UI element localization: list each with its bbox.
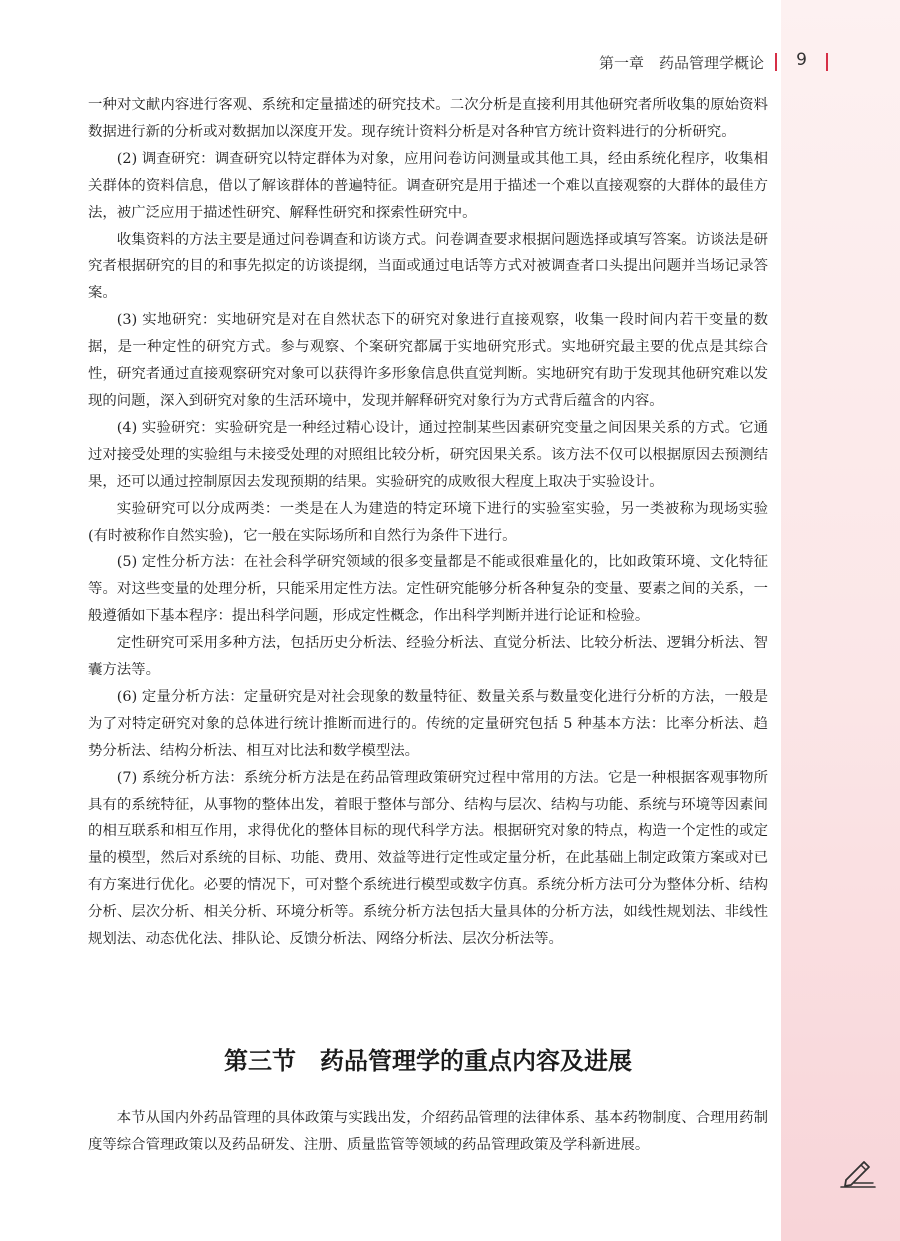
page-header bbox=[0, 50, 900, 76]
section-heading: 第三节 药品管理学的重点内容及进展 bbox=[224, 1047, 632, 1075]
body-paragraph: (2) 调查研究：调查研究以特定群体为对象，应用问卷访问测量或其他工具，经由系统化程序，收集相关群体的资料信息，借以了解该群体的普遍特征。调查研究是用于描述一个难以直接观察的大群体的最佳方法，被广泛应用于描述性研究、解释性研究和探索性研究中。 bbox=[88, 150, 768, 221]
body-paragraph: 收集资料的方法主要是通过问卷调查和访谈方式。问卷调查要求根据问题选择或填写答案。访谈法是研究者根据研究的目的和事先拟定的访谈提纲，当面或通过电话等方式对被调查者口头提出问题并当场记录答案。 bbox=[88, 231, 768, 302]
decorative-side-strip bbox=[781, 0, 900, 1241]
body-paragraph: (3) 实地研究：实地研究是对在自然状态下的研究对象进行直接观察，收集一段时间内若干变量的数据，是一种定性的研究方式。参与观察、个案研究都属于实地研究形式。实地研究最主要的优点是其综合性，研究者通过直接观察研究对象可以获得许多形象信息供直觉判断。实地研究有助于发现其他研究难以发现的问题，深入到研究对象的生活环境中，发现并解释研究对象行为方式背后蕴含的内容。 bbox=[88, 312, 768, 409]
pen-icon bbox=[838, 1158, 878, 1190]
body-paragraph: (5) 定性分析方法：在社会科学研究领域的很多变量都是不能或很难量化的，比如政策环境、文化特征等。对这些变量的处理分析，只能采用定性方法。定性研究能够分析各种复杂的变量、要素之间的关系，一般遵循如下基本程序：提出科学问题，形成定性概念，作出科学判断并进行论证和检验。 bbox=[88, 554, 768, 625]
body-paragraph: 定性研究可采用多种方法，包括历史分析法、经验分析法、直觉分析法、比较分析法、逻辑分析法、智囊方法等。 bbox=[88, 635, 768, 679]
running-chapter-title: 第一章 药品管理学概论 bbox=[598, 54, 764, 72]
body-paragraph: 实验研究可以分成两类：一类是在人为建造的特定环境下进行的实验室实验，另一类被称为现场实验(有时被称作自然实验)，它一般在实际场所和自然行为条件下进行。 bbox=[88, 500, 768, 544]
body-text bbox=[88, 92, 768, 953]
section-intro bbox=[88, 1105, 768, 1159]
section-intro-paragraph: 本节从国内外药品管理的具体政策与实践出发，介绍药品管理的法律体系、基本药物制度、合理用药制度等综合管理政策以及药品研发、注册、质量监管等领域的药品管理政策及学科新进展。 bbox=[88, 1110, 768, 1153]
body-paragraph: (6) 定量分析方法：定量研究是对社会现象的数量特征、数量关系与数量变化进行分析的方法，一般是为了对特定研究对象的总体进行统计推断而进行的。传统的定量研究包括 5 种基本方法：比率分析法、趋势分析法、结构分析法、相互对比法和数学模型法。 bbox=[88, 688, 768, 759]
page-number: 9 bbox=[796, 50, 807, 70]
body-paragraph: (7) 系统分析方法：系统分析方法是在药品管理政策研究过程中常用的方法。它是一种根据客观事物所具有的系统特征，从事物的整体出发，着眼于整体与部分、结构与层次、结构与功能、系统与环境等因素间的相互联系和相互作用，求得优化的整体目标的现代科学方法。根据研究对象的特点，构造一个定性的或定量的模型，然后对系统的目标、功能、费用、效益等进行定性或定量分析，在此基础上制定政策方案或对已有方案进行优化。必要的情况下，可对整个系统进行模型或数字仿真。系统分析方法可分为整体分析、结构分析、层次分析、相关分析、环境分析等。系统分析方法包括大量具体的分析方法，如线性规划法、非线性规划法、动态优化法、排队论、反馈分析法、网络分析法、层次分析法等。 bbox=[88, 769, 768, 948]
body-paragraph: (4) 实验研究：实验研究是一种经过精心设计，通过控制某些因素研究变量之间因果关系的方式。它通过对接受处理的实验组与未接受处理的对照组比较分析，研究因果关系。该方法不仅可以根据原因去预测结果，还可以通过控制原因去发现预期的结果。实验研究的成败很大程度上取决于实验设计。 bbox=[88, 419, 768, 490]
body-paragraph: 一种对文献内容进行客观、系统和定量描述的研究技术。二次分析是直接利用其他研究者所收集的原始资料数据进行新的分析或对数据加以深度开发。现存统计资料分析是对各种官方统计资料进行的分析研究。 bbox=[88, 97, 768, 140]
header-divider-right bbox=[826, 53, 828, 71]
